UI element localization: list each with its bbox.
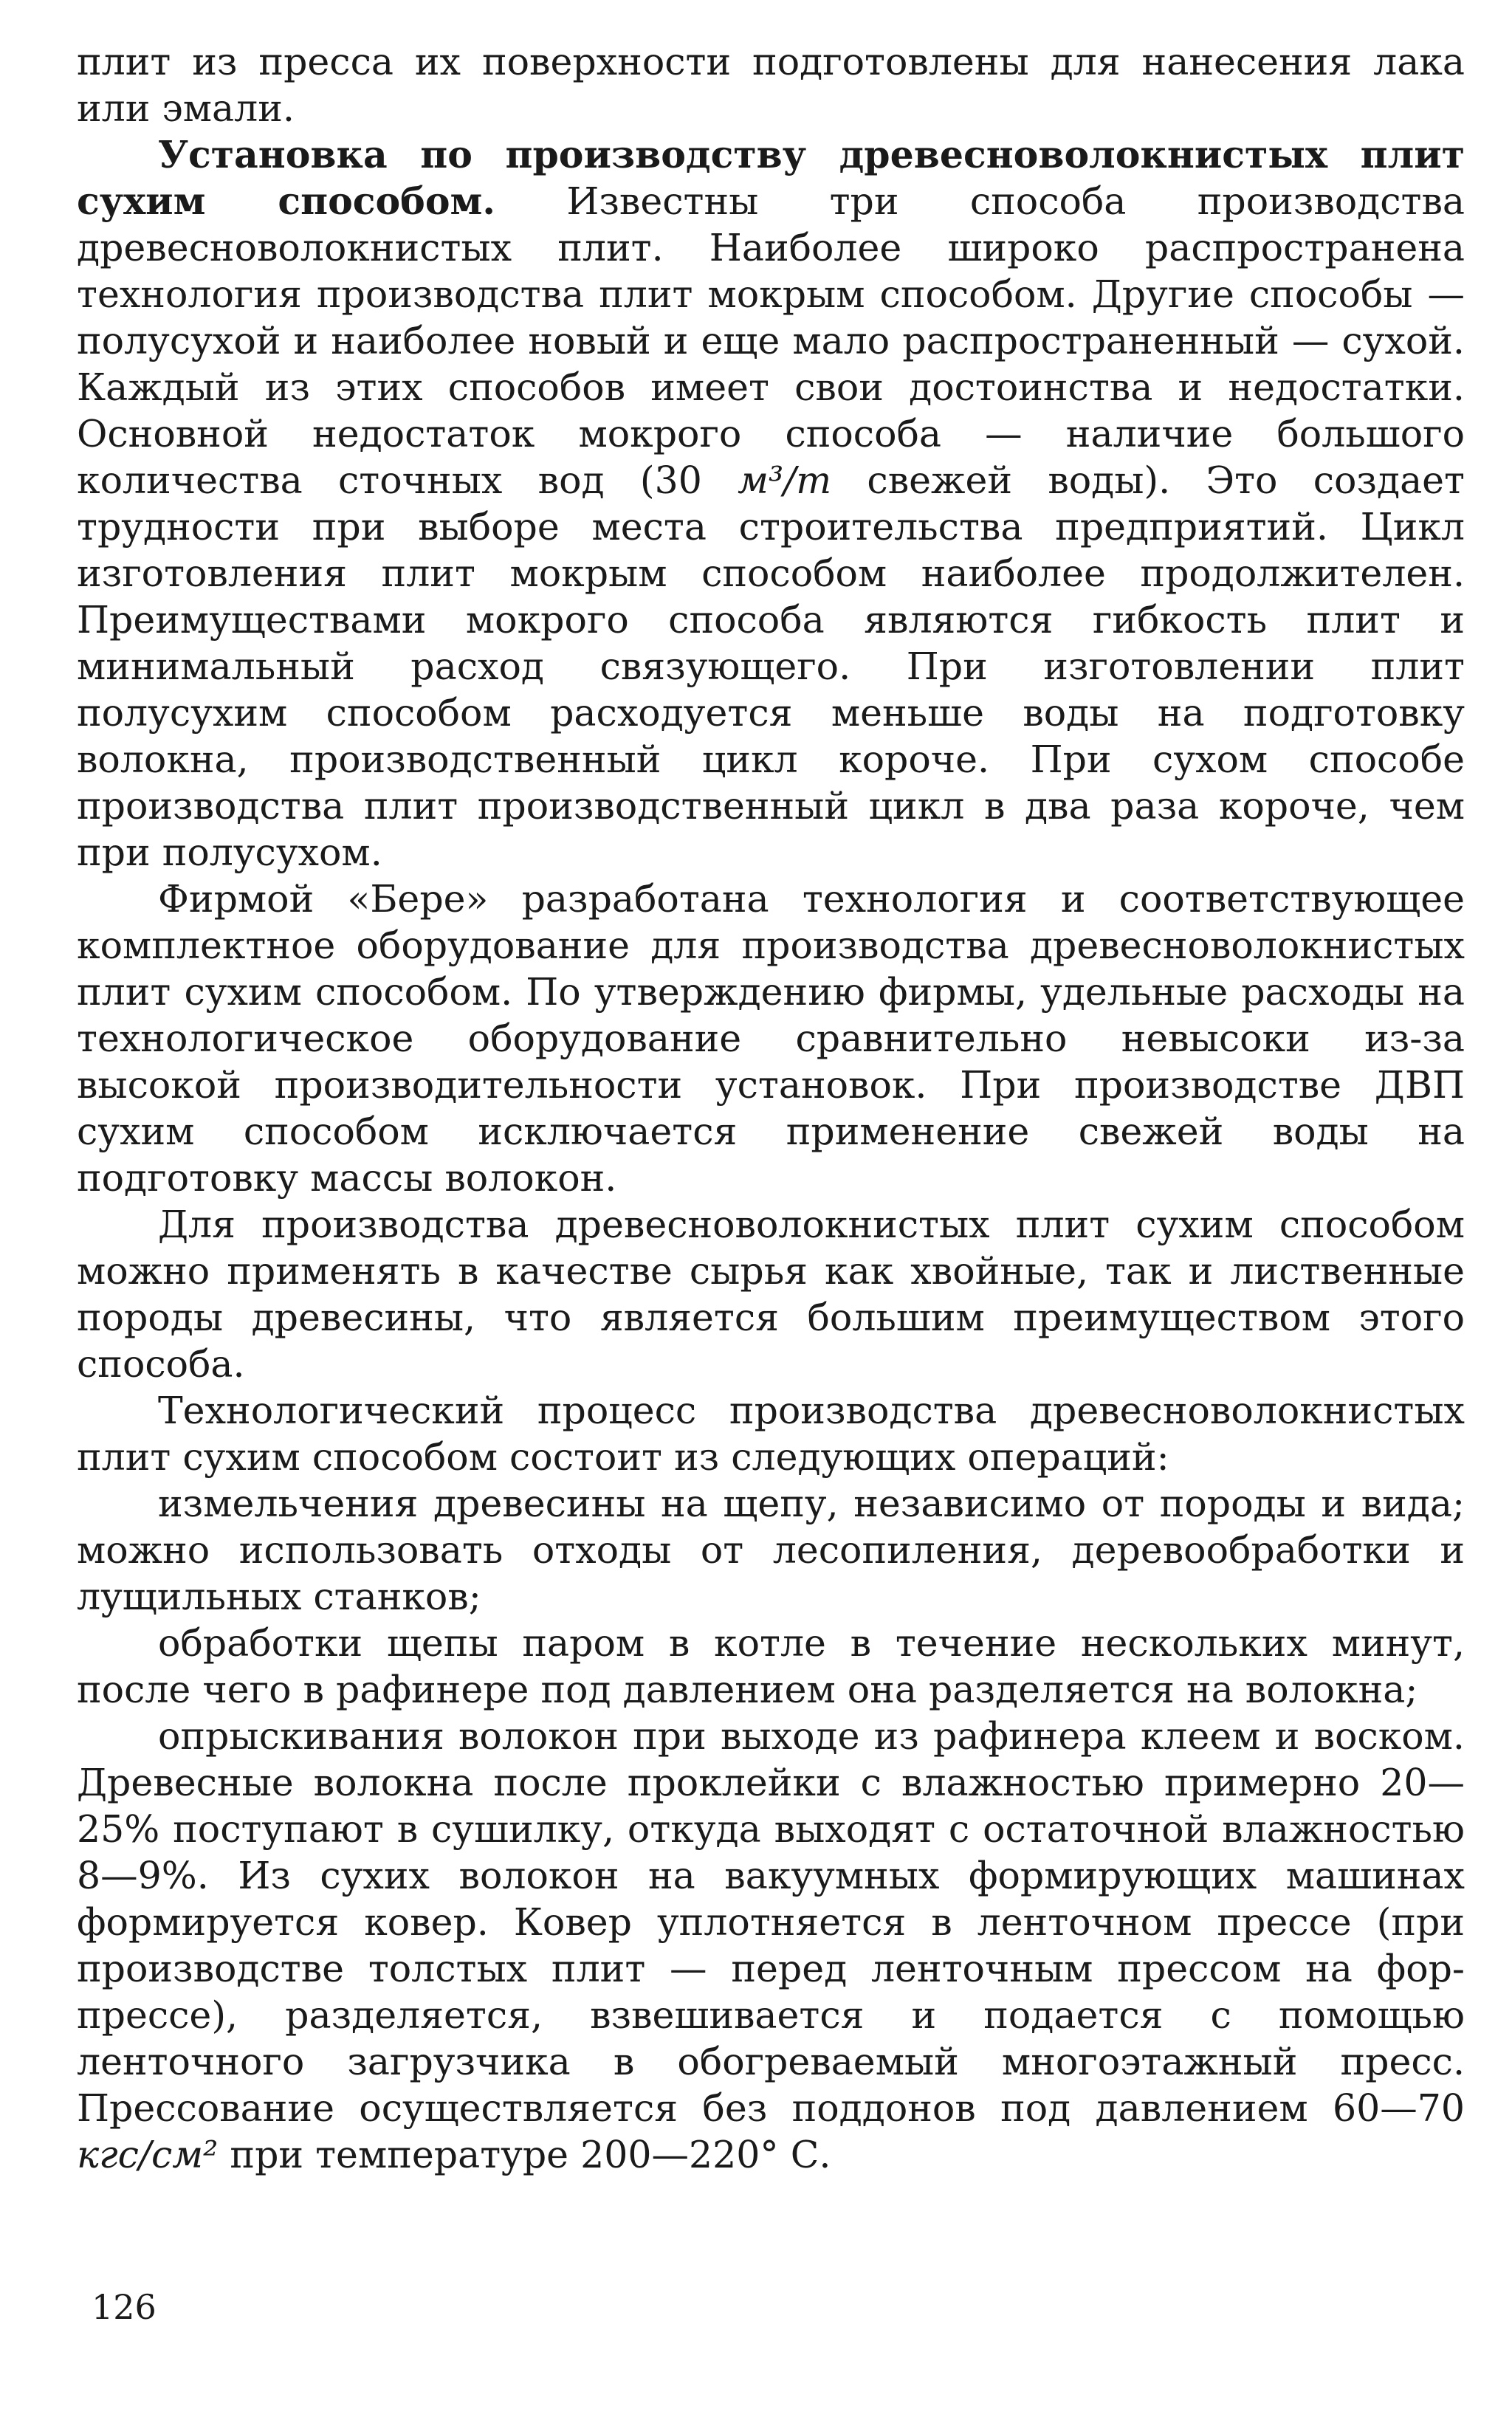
- document-page: [77, 38, 1465, 2178]
- unit-label: кгс/см²: [77, 2133, 219, 2176]
- paragraph-raw-material: Для производства древесноволокнистых плит сухим способом можно применять в качестве сырья как хвойные, так и лиственные породы древесины, что является большим преимуществом этого способа.: [77, 1203, 1465, 1386]
- paragraph-bere-firm: Фирмой «Бере» разработана технология и соответствующее комплектное оборудование для производства древесноволокнистых плит сухим способом. По утверждению фирмы, удельные расходы на технологическое оборудование сравнительно невысоки из-за высокой производительности установок. При производстве ДВП сухим способом исключается применение свежей воды на подготовку массы волокон.: [77, 877, 1465, 1200]
- operation-item-chipping: измельчения древесины на щепу, независимо от породы и вида; можно использовать отходы от лесопиления, деревообработки и лущильных станков;: [77, 1482, 1465, 1618]
- page-number: 126: [92, 2287, 157, 2327]
- document-text: [77, 38, 1465, 2178]
- paragraph-process-intro: Технологический процесс производства древесноволокнистых плит сухим способом состоит из следующих операций:: [77, 1389, 1465, 1479]
- operation-item-spraying: [77, 1713, 1465, 2178]
- paragraph-text: опрыскивания волокон при выходе из рафинера клеем и воском. Древесные волокна после проклейки с влажностью примерно 20—25% поступают в сушилку, откуда выходят с остаточной влажностью 8—9%. Из сухих волокон на вакуумных формирующих машинах формируется ковер. Ковер уплотняется в ленточном прессе (при производстве толстых плит — перед ленточным прессом на фор-прессе), разделяется, взвешивается и подается с помощью ленточного загрузчика в обогреваемый многоэтажный пресс. Прессование осуществляется без поддонов под давлением 60—70: [77, 1714, 1465, 2130]
- paragraph-text: Известны три способа производства древесноволокнистых плит. Наиболее широко распространена технология производства плит мокрым способом. Другие способы — полусухой и наиболее новый и еще мало распространенный — сухой. Каждый из этих способов имеет свои достоинства и недостатки. Основной недостаток мокрого способа — наличие большого количества сточных вод (30: [77, 179, 1465, 502]
- unit-label: м³/т: [738, 458, 832, 502]
- paragraph-text-tail: свежей воды). Это создает трудности при выборе места строительства предприятий. Цикл изготовления плит мокрым способом наиболее продолжителен. Преимуществами мокрого способа являются гибкость плит и минимальный расход связующего. При изготовлении плит полусухим способом расходуется меньше воды на подготовку волокна, производственный цикл короче. При сухом способе производства плит производственный цикл в два раза короче, чем при полусухом.: [77, 458, 1465, 874]
- paragraph-text-tail: при температуре 200—220° С.: [218, 2133, 831, 2176]
- operation-item-steaming: обработки щепы паром в котле в течение нескольких минут, после чего в рафинере под давлением она разделяется на волокна;: [77, 1621, 1465, 1711]
- section-heading: Установка по производству древесноволокнистых плит сухим способом.: [77, 133, 1465, 223]
- paragraph-continued: плит из пресса их поверхности подготовлены для нанесения лака или эмали.: [77, 40, 1465, 130]
- paragraph-dry-method-intro: [77, 131, 1465, 876]
